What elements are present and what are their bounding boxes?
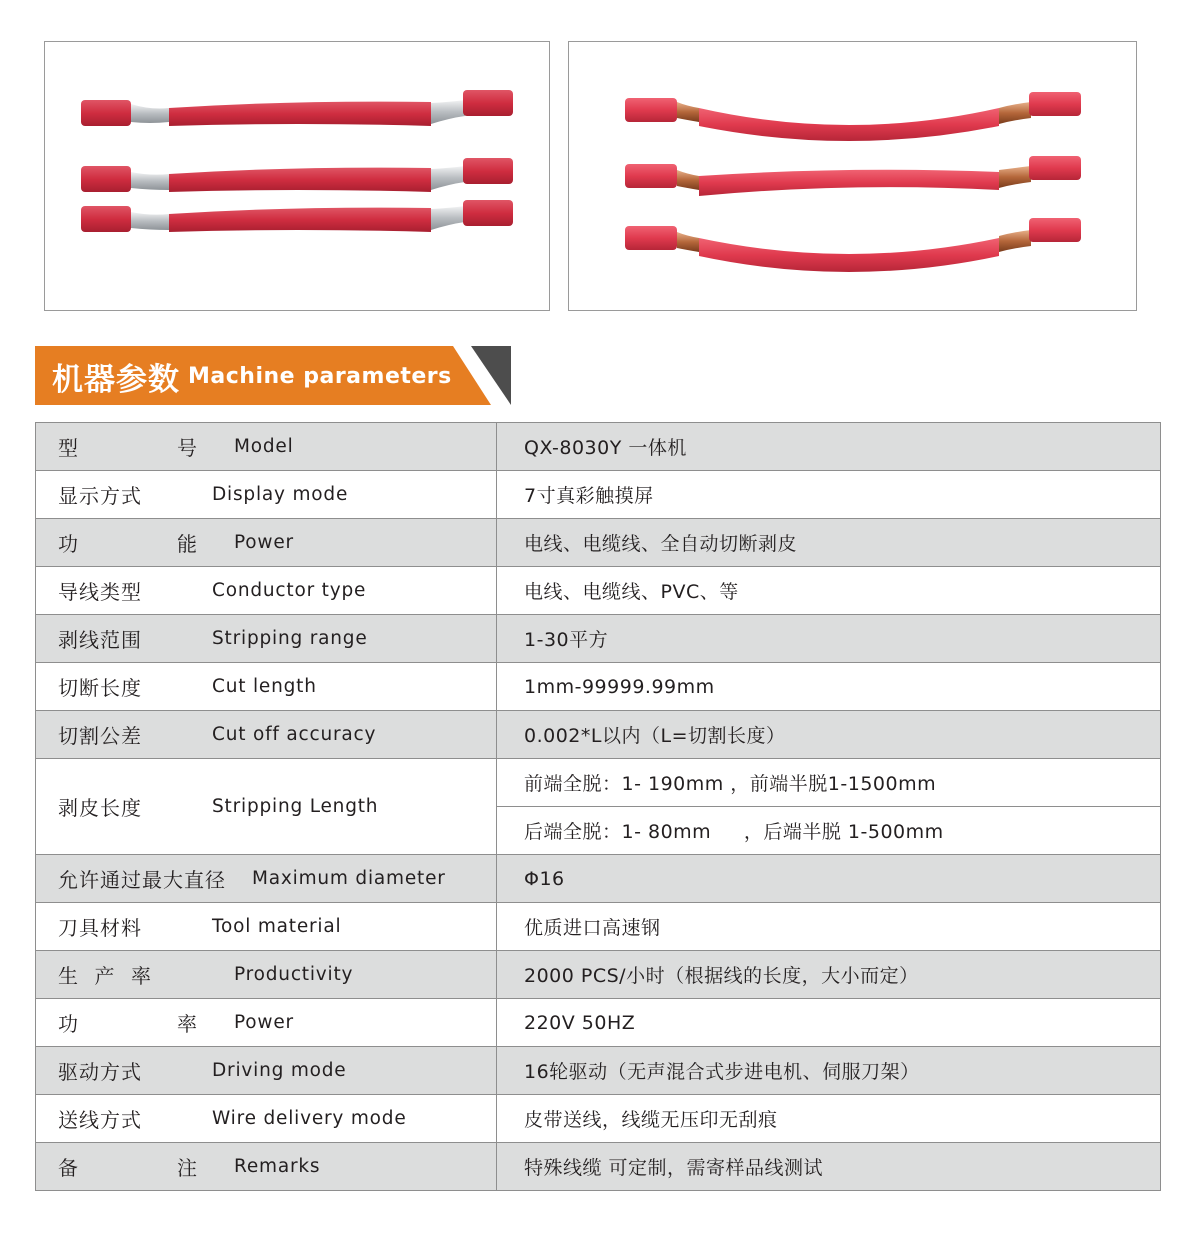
- param-value: 特殊线缆 可定制，需寄样品线测试: [497, 1143, 1161, 1191]
- param-label-cn: 刀具材料: [58, 916, 142, 940]
- table-row: [36, 615, 1161, 663]
- table-row: [36, 1095, 1161, 1143]
- param-label-en: Tool material: [212, 916, 342, 937]
- param-label-en: Cut off accuracy: [212, 724, 377, 745]
- param-value: 220V 50HZ: [497, 999, 1161, 1047]
- param-label-cn: 型 号: [58, 436, 198, 460]
- param-label-cn: 功 率: [58, 1012, 198, 1036]
- param-label-en: Cut length: [212, 676, 317, 697]
- param-label-en: Remarks: [234, 1156, 321, 1177]
- param-label-en: Power: [234, 1012, 294, 1033]
- table-row: [36, 1047, 1161, 1095]
- param-label-cn: 允许通过最大直径: [58, 868, 226, 892]
- param-label-en: Productivity: [234, 964, 354, 985]
- param-label-cn: 导线类型: [58, 580, 142, 604]
- param-value: Φ16: [497, 855, 1161, 903]
- param-label-en: Maximum diameter: [252, 868, 446, 889]
- cable-2: [81, 158, 513, 192]
- param-value: 0.002*L以内（L=切割长度）: [497, 711, 1161, 759]
- section-title-cn: 机器参数: [52, 361, 180, 398]
- section-title-en: Machine parameters: [188, 363, 452, 389]
- param-label-cn: 切断长度: [58, 676, 142, 700]
- param-label-cn: 功 能: [58, 532, 198, 556]
- param-value: 电线、电缆线、全自动切断剥皮: [497, 519, 1161, 567]
- param-label-en: Driving mode: [212, 1060, 347, 1081]
- param-label-cn: 切割公差: [58, 724, 142, 748]
- photo-tinned-wire-samples: [44, 41, 550, 311]
- table-row: [36, 711, 1161, 759]
- param-value: 7寸真彩触摸屏: [497, 471, 1161, 519]
- param-label-cn: 显示方式: [58, 484, 142, 508]
- section-banner: [35, 346, 511, 405]
- param-label-en: Model: [234, 436, 294, 457]
- table-row: [36, 855, 1161, 903]
- table-row: [36, 951, 1161, 999]
- table-row: [36, 471, 1161, 519]
- param-value: 皮带送线，线缆无压印无刮痕: [497, 1095, 1161, 1143]
- param-label-en: Wire delivery mode: [212, 1108, 407, 1129]
- param-label-en: Power: [234, 532, 294, 553]
- param-value: 1-30平方: [497, 615, 1161, 663]
- table-row: [36, 423, 1161, 471]
- tinned-cables-illustration: [45, 42, 549, 310]
- param-value: 1mm-99999.99mm: [497, 663, 1161, 711]
- param-label-en: Stripping range: [212, 628, 368, 649]
- param-value: 2000 PCS/小时（根据线的长度，大小而定）: [497, 951, 1161, 999]
- param-label-cn: 备 注: [58, 1156, 198, 1180]
- table-row: [36, 1143, 1161, 1191]
- param-value: 优质进口高速钢: [497, 903, 1161, 951]
- param-label-en: Display mode: [212, 484, 349, 505]
- cable-1: [625, 92, 1081, 141]
- table-row: [36, 567, 1161, 615]
- param-label-en: Stripping Length: [212, 796, 379, 817]
- photo-copper-wire-samples: [568, 41, 1137, 311]
- table-row: [36, 999, 1161, 1047]
- cable-3: [81, 200, 513, 232]
- table-row: [36, 663, 1161, 711]
- param-value: 16轮驱动（无声混合式步进电机、伺服刀架）: [497, 1047, 1161, 1095]
- param-label-cn: 送线方式: [58, 1108, 142, 1132]
- machine-parameters-table: [35, 422, 1161, 1191]
- cable-3: [625, 218, 1081, 272]
- cable-2: [625, 156, 1081, 196]
- table-row: [36, 759, 1161, 807]
- param-value-rear: 后端全脱：1- 80mm ，后端半脱 1-500mm: [497, 807, 1161, 855]
- param-label-cn: 剥皮长度: [58, 796, 142, 820]
- param-label-cn: 生 产 率: [58, 964, 152, 988]
- copper-cables-illustration: [569, 42, 1136, 310]
- param-label-en: Conductor type: [212, 580, 367, 601]
- param-label-cn: 剥线范围: [58, 628, 142, 652]
- table-row: [36, 519, 1161, 567]
- param-value: QX-8030Y 一体机: [497, 423, 1161, 471]
- param-label-cn: 驱动方式: [58, 1060, 142, 1084]
- table-row: [36, 903, 1161, 951]
- param-value-front: 前端全脱：1- 190mm ，前端半脱1-1500mm: [497, 759, 1161, 807]
- param-value: 电线、电缆线、PVC、等: [497, 567, 1161, 615]
- cable-1: [81, 90, 513, 126]
